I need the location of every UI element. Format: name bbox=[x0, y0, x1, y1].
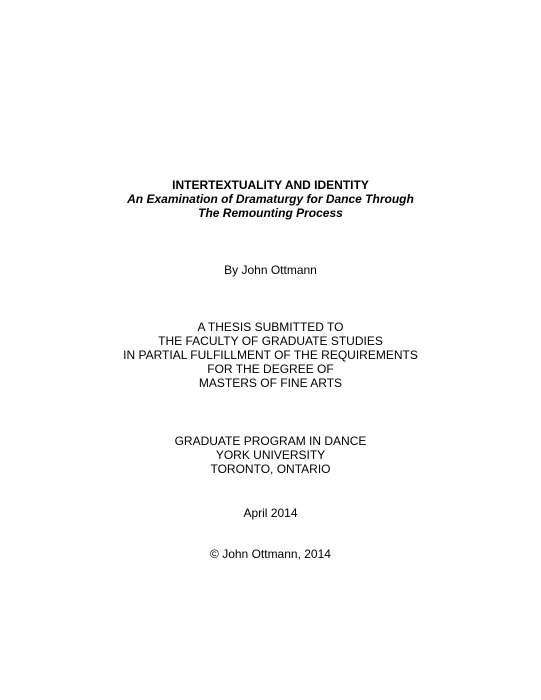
copyright-notice: © John Ottmann, 2014 bbox=[210, 547, 331, 561]
thesis-subtitle-line-2: The Remounting Process bbox=[198, 206, 343, 220]
date-block bbox=[0, 506, 541, 520]
submission-date: April 2014 bbox=[243, 506, 298, 520]
program-line: TORONTO, ONTARIO bbox=[210, 462, 331, 476]
program-line: YORK UNIVERSITY bbox=[215, 448, 326, 462]
thesis-statement-line: MASTERS OF FINE ARTS bbox=[198, 376, 343, 390]
thesis-title: INTERTEXTUALITY AND IDENTITY bbox=[172, 178, 369, 192]
program-block bbox=[0, 434, 541, 476]
thesis-subtitle-line-1: An Examination of Dramaturgy for Dance Through bbox=[127, 192, 414, 206]
thesis-statement-block bbox=[0, 320, 541, 390]
thesis-statement-line: FOR THE DEGREE OF bbox=[207, 362, 334, 376]
author-block bbox=[0, 263, 541, 277]
author-line: By John Ottmann bbox=[224, 263, 317, 277]
thesis-statement-line: THE FACULTY OF GRADUATE STUDIES bbox=[158, 334, 383, 348]
copyright-block bbox=[0, 547, 541, 561]
thesis-statement-line: A THESIS SUBMITTED TO bbox=[197, 320, 344, 334]
title-block bbox=[0, 178, 541, 220]
program-line: GRADUATE PROGRAM IN DANCE bbox=[174, 434, 367, 448]
thesis-statement-line: IN PARTIAL FULFILLMENT OF THE REQUIREMENTS bbox=[123, 348, 418, 362]
